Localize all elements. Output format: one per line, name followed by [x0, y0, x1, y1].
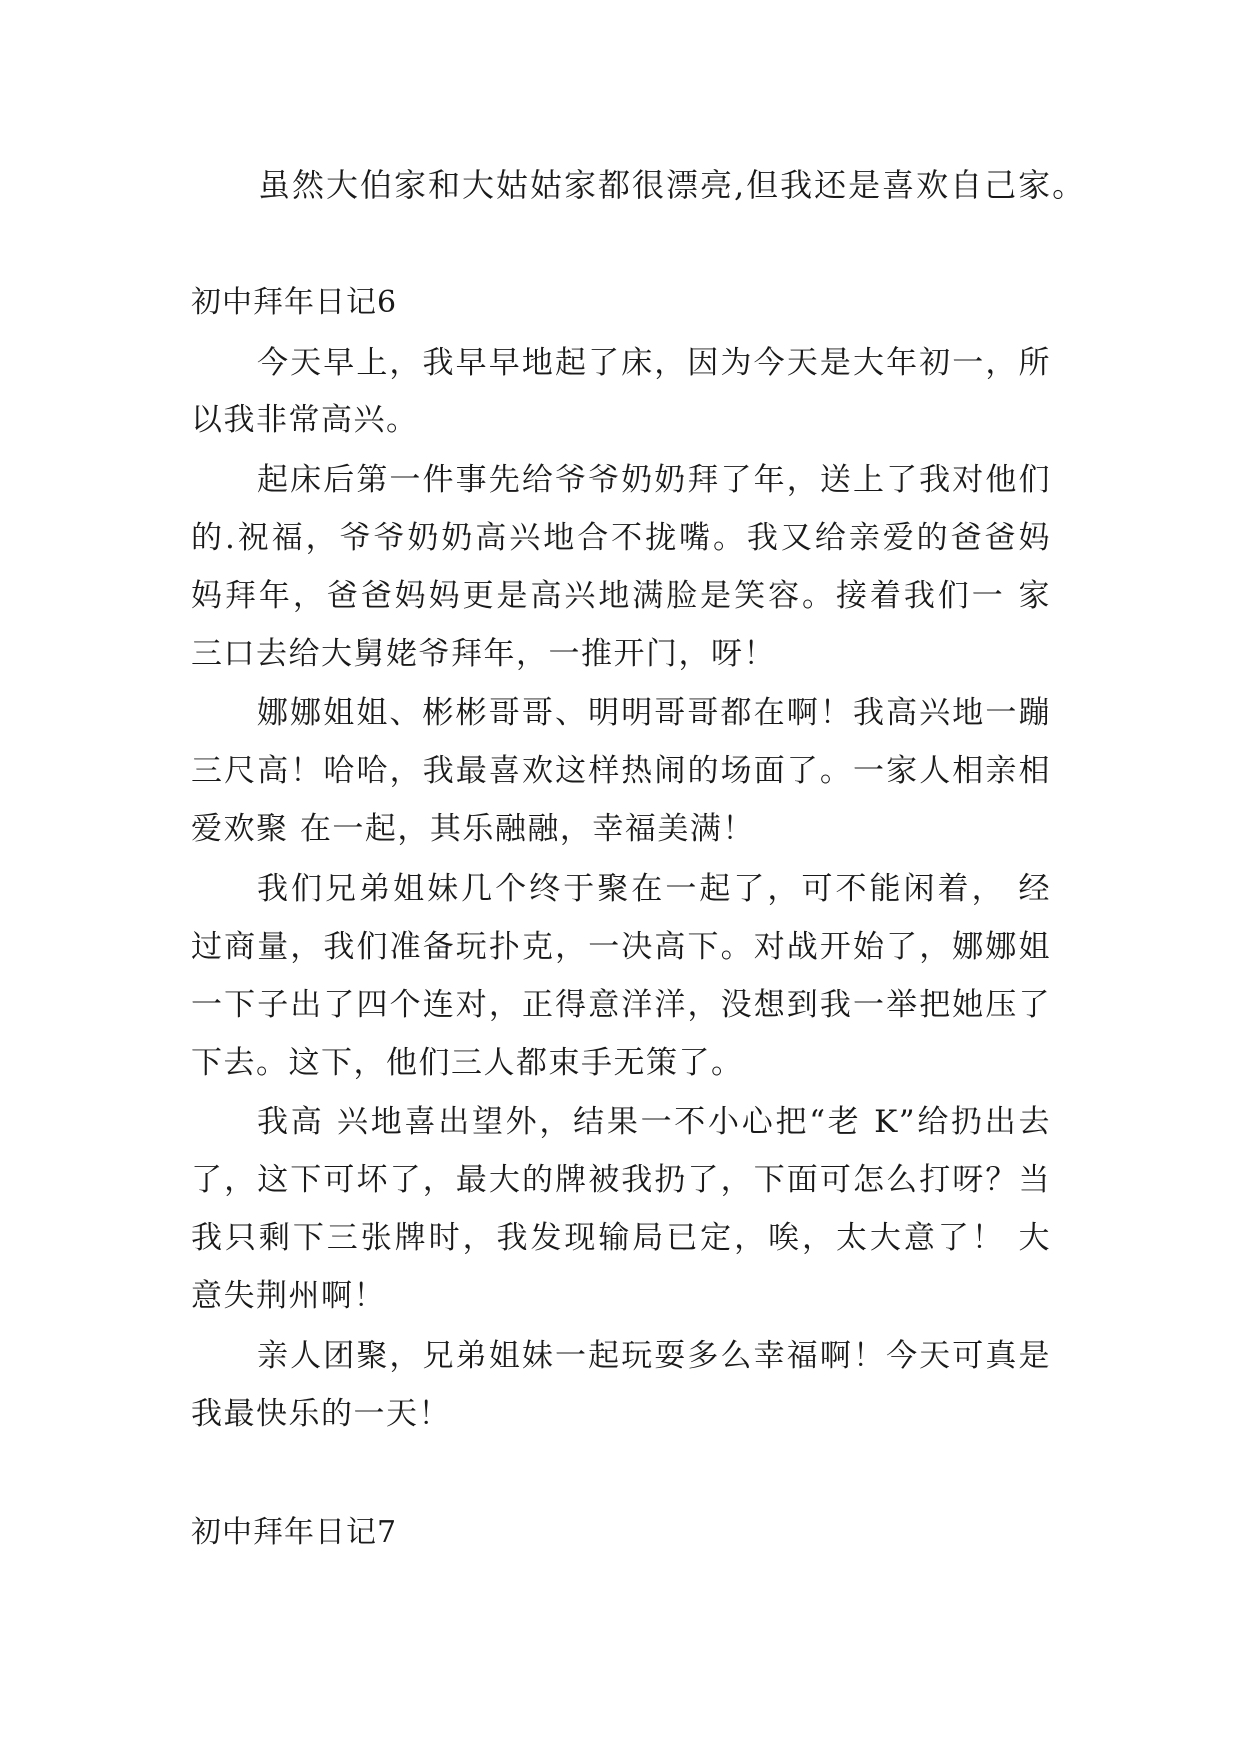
- paragraph-1-line-2: 以我非常高兴。: [191, 402, 419, 438]
- paragraph-4-line-3: 一下子出了四个连对，正得意洋洋，没想到我一举把她压了: [191, 987, 1051, 1023]
- intro-line: 虽然大伯家和大姑姑家都很漂亮,但我还是喜欢自己家。: [258, 166, 1087, 204]
- paragraph-3-line-1: 娜娜姐姐、彬彬哥哥、明明哥哥都在啊！我高兴地一蹦: [257, 695, 1051, 731]
- paragraph-1-line-1: 今天早上，我早早地起了床，因为今天是大年初一，所: [257, 345, 1051, 381]
- paragraph-5-line-2: 了，这下可坏了，最大的牌被我扔了，下面可怎么打呀？当: [191, 1162, 1051, 1198]
- paragraph-5-line-1: 我高 兴地喜出望外，结果一不小心把“老 K”给扔出去: [257, 1104, 1051, 1140]
- paragraph-6-line-2: 我最快乐的一天！: [191, 1396, 451, 1432]
- paragraph-6-line-1: 亲人团聚，兄弟姐妹一起玩耍多么幸福啊！今天可真是: [257, 1338, 1051, 1374]
- paragraph-4-line-4: 下去。这下，他们三人都束手无策了。: [191, 1045, 744, 1081]
- paragraph-2-line-2: 的.祝福，爷爷奶奶高兴地合不拢嘴。我又给亲爱的爸爸妈: [191, 520, 1051, 556]
- paragraph-3-line-3: 爱欢聚 在一起，其乐融融，幸福美满！: [191, 811, 755, 847]
- paragraph-2-line-3: 妈拜年，爸爸妈妈更是高兴地满脸是笑容。接着我们一 家: [191, 578, 1051, 614]
- paragraph-5-line-3: 我只剩下三张牌时，我发现输局已定，唉，太大意了！ 大: [191, 1220, 1051, 1256]
- paragraph-5-line-4: 意失荆州啊！: [191, 1278, 386, 1314]
- paragraph-2-line-4: 三口去给大舅姥爷拜年，一推开门，呀！: [191, 636, 776, 672]
- paragraph-2-line-1: 起床后第一件事先给爷爷奶奶拜了年，送上了我对他们: [257, 462, 1051, 498]
- paragraph-4-line-2: 过商量，我们准备玩扑克，一决高下。对战开始了，娜娜姐: [191, 929, 1051, 965]
- paragraph-4-line-1: 我们兄弟姐妹几个终于聚在一起了，可不能闲着， 经: [257, 871, 1051, 907]
- paragraph-3-line-2: 三尺高！哈哈，我最喜欢这样热闹的场面了。一家人相亲相: [191, 753, 1051, 789]
- section-heading-7: 初中拜年日记7: [191, 1515, 398, 1550]
- section-heading-6: 初中拜年日记6: [191, 285, 398, 320]
